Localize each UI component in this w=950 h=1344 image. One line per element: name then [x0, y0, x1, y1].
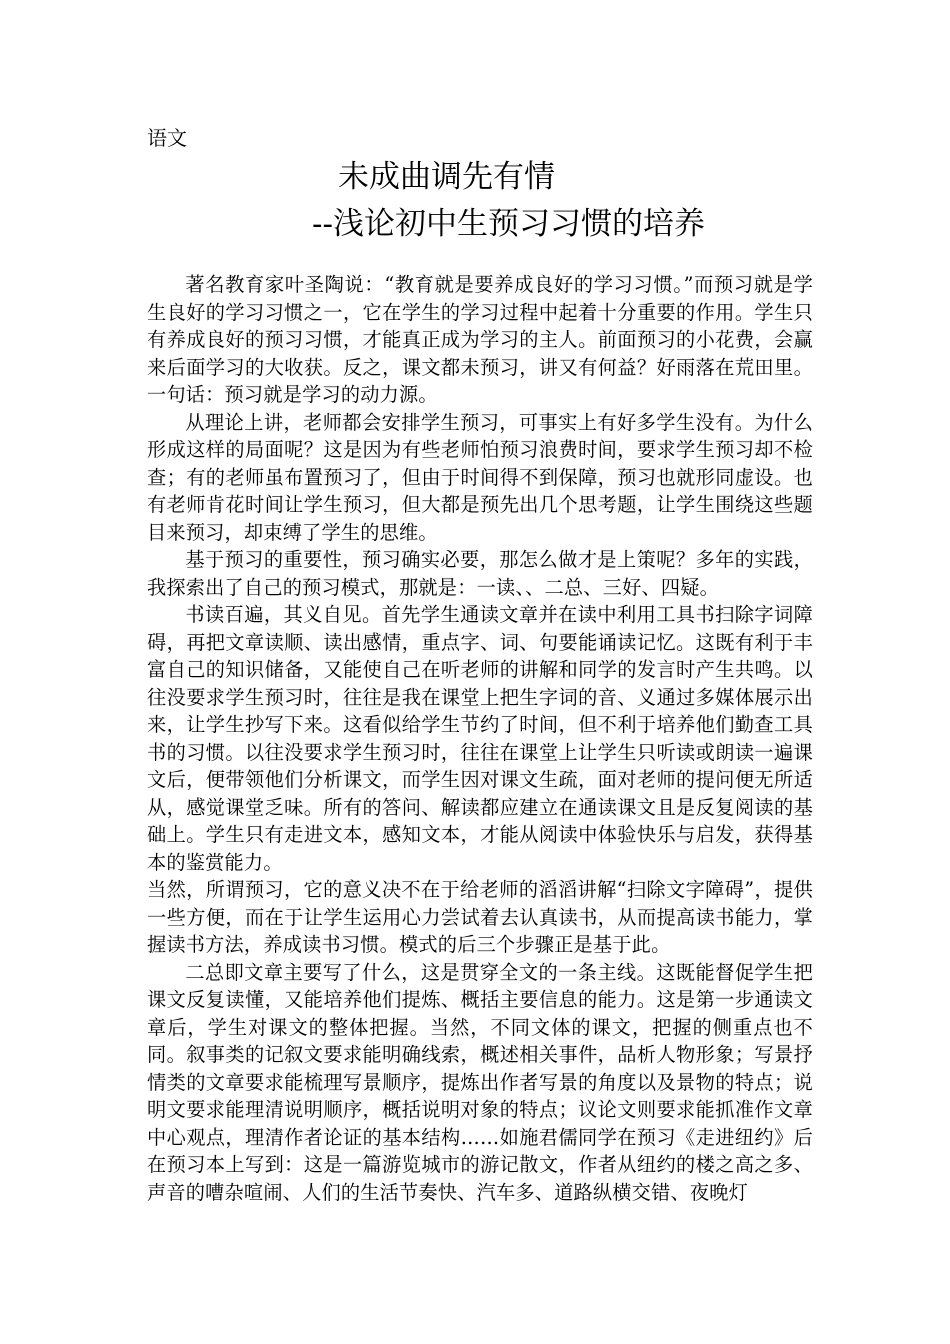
subject-label: 语文 — [147, 126, 187, 150]
paragraph-4: 书读百遍，其义自见。首先学生通读文章并在读中利用工具书扫除字词障碍，再把文章读顺、读出感情，重点字、词、句要能诵读记忆。这既有利于丰富自己的知识储备，又能使自己在听老师的讲解和同学的发言时产生共鸣。以往没要求学生预习时，往往是我在课堂上把生字词的音、义通过多媒体展示出来，让学生抄写下来。这看似给学生节约了时间，但不利于培养他们勤查工具书的习惯。以往没要求学生预习时，往往在课堂上让学生只听读或朗读一遍课文后，便带领他们分析课文，而学生因对课文生疏，面对老师的提问便无所适从，感觉课堂乏味。所有的答问、解读都应建立在通读课文且是反复阅读的基础上。学生只有走进文本，感知文本，才能从阅读中体验快乐与启发，获得基本的鉴赏能力。 — [147, 603, 813, 874]
document-subtitle: --浅论初中生预习习惯的培养 — [312, 206, 705, 242]
paragraph-3: 基于预习的重要性，预习确实必要，那怎么做才是上策呢？多年的实践，我探索出了自己的预习模式，那就是：一读、、二总、三好、四疑。 — [147, 548, 813, 599]
paragraph-6: 二总即文章主要写了什么，这是贯穿全文的一条主线。这既能督促学生把课文反复读懂，又能培养他们提炼、概括主要信息的能力。这是第一步通读文章后，学生对课文的整体把握。当然，不同文体的课文，把握的侧重点也不同。叙事类的记叙文要求能明确线索，概述相关事件，品析人物形象；写景抒情类的文章要求能梳理写景顺序，提炼出作者写景的角度以及景物的特点；说明文要求能理清说明顺序，概括说明对象的特点；议论文则要求能抓准作文章中心观点，理清作者论证的基本结构……如施君儒同学在预习《走进纽约》后在预习本上写到：这是一篇游览城市的游记散文，作者从纽约的楼之高之多、声音的嘈杂喧闹、人们的生活节奏快、汽车多、道路纵横交错、夜晚灯 — [147, 960, 813, 1204]
paragraph-5: 当然，所谓预习，它的意义决不在于给老师的滔滔讲解“扫除文字障碍”，提供一些方便，而在于让学生运用心力尝试着去认真读书，从而提高读书能力，掌握读书方法，养成读书习惯。模式的后三个步骤正是基于此。 — [147, 878, 813, 956]
paragraph-1: 著名教育家叶圣陶说：“教育就是要养成良好的学习习惯。”而预习就是学生良好的学习习惯之一，它在学生的学习过程中起着十分重要的作用。学生只有养成良好的预习习惯，才能真正成为学习的主人。前面预习的小花费，会赢来后面学习的大收获。反之，课文都未预习，讲又有何益？好雨落在荒田里。一句话：预习就是学习的动力源。 — [147, 273, 813, 406]
document-body — [147, 271, 813, 1206]
document-title: 未成曲调先有情 — [338, 159, 555, 195]
paragraph-2: 从理论上讲，老师都会安排学生预习，可事实上有好多学生没有。为什么形成这样的局面呢？这是因为有些老师怕预习浪费时间，要求学生预习却不检查；有的老师虽布置预习了，但由于时间得不到保障，预习也就形同虚设。也有老师肯花时间让学生预习，但大都是预先出几个思考题，让学生围绕这些题目来预习，却束缚了学生的思维。 — [147, 410, 813, 544]
